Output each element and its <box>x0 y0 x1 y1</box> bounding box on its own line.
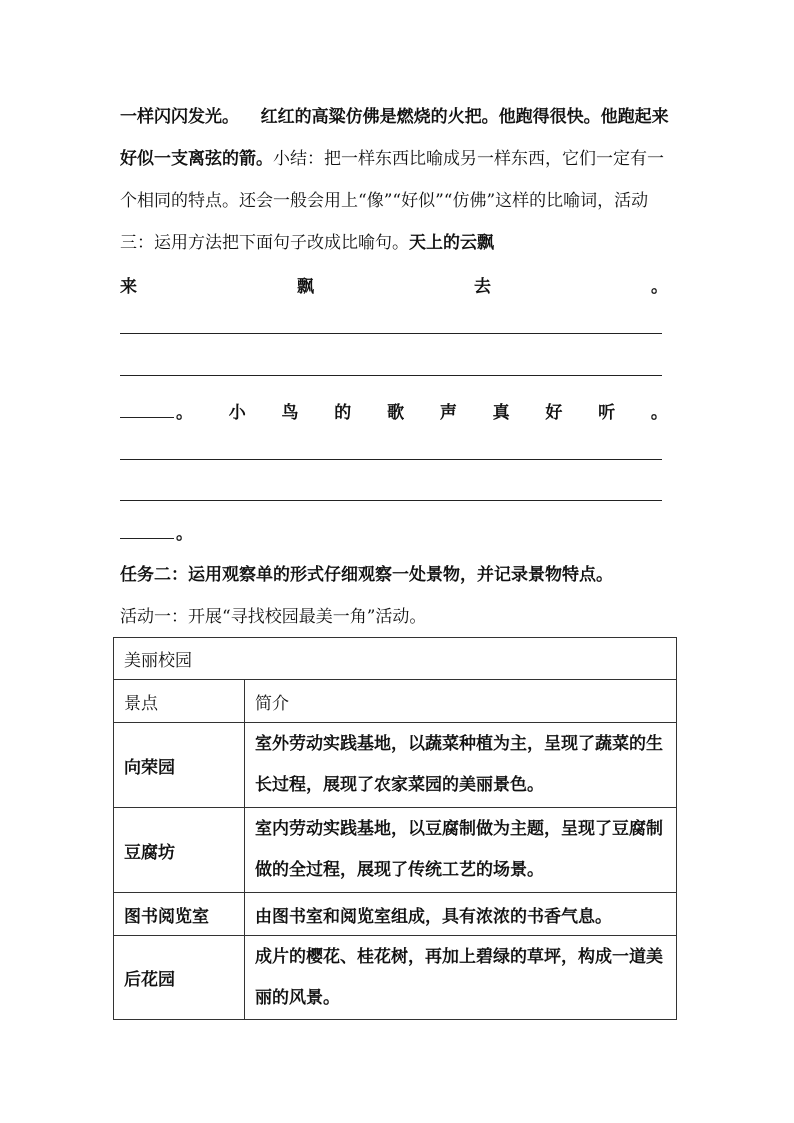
table-row <box>114 936 677 1020</box>
table-row <box>114 893 677 936</box>
sentence2-word: 歌 <box>387 402 405 423</box>
spot-desc: 室内劳动实践基地，以豆腐制做为主题，呈现了豆腐制做的全过程，展现了传统工艺的场景。 <box>245 808 677 893</box>
spot-desc: 室外劳动实践基地，以蔬菜种植为主，呈现了蔬菜的生长过程，展现了农家菜园的美丽景色。 <box>245 723 677 808</box>
sentence2-blank-end: 。 <box>120 398 193 423</box>
exercise-sentence-1-start: 天上的云飘 <box>409 233 494 253</box>
sentence2-word: 小 <box>228 402 246 423</box>
sentence2-word: 听 <box>598 402 616 423</box>
spot-desc: 由图书室和阅览室组成，具有浓浓的书香气息。 <box>245 893 677 936</box>
header-spot: 景点 <box>114 680 245 723</box>
spot-name: 豆腐坊 <box>114 808 245 893</box>
answer-line[interactable] <box>120 459 662 460</box>
sentence2-final: 。 <box>120 513 676 555</box>
campus-table <box>113 637 677 1020</box>
sentence2-word: 鸟 <box>281 402 299 423</box>
table-row <box>114 808 677 893</box>
sentence2-word: 的 <box>334 402 352 423</box>
answer-line[interactable] <box>120 500 662 501</box>
sentence2-word: 声 <box>439 402 457 423</box>
intro-sentence-2: 红红的高粱仿佛是燃烧的火把。他跑得很快。他跑起来好似一支离弦的箭。 <box>120 107 669 169</box>
task2-activity: 活动一：开展“寻找校园最美一角”活动。 <box>120 607 427 627</box>
sentence2-period: 。 <box>650 402 668 423</box>
table-header-row <box>114 680 677 723</box>
header-intro: 简介 <box>245 680 677 723</box>
spot-name: 后花园 <box>114 936 245 1020</box>
answer-blank[interactable] <box>120 403 174 418</box>
table-title-row <box>114 638 677 680</box>
table-row <box>114 723 677 808</box>
answer-line[interactable] <box>120 333 662 334</box>
spot-desc: 成片的樱花、桂花树，再加上碧绿的草坪，构成一道美丽的风景。 <box>245 936 677 1020</box>
sentence1-period: 。 <box>651 276 668 297</box>
exercise-sentence-1-end <box>120 263 668 305</box>
sentence1-word: 去 <box>474 276 491 297</box>
intro-sentence-1: 一样闪闪发光。 <box>120 107 239 127</box>
sentence1-word: 飘 <box>297 276 314 297</box>
spot-name: 向荣园 <box>114 723 245 808</box>
spot-name: 图书阅览室 <box>114 893 245 936</box>
summary-text: 小结：把一样东西比喻成另一样东西，它们一定有一个相同的特点。还会一般会用上“像”“好似”“仿佛”这样的比喻词，活动三：运用方法把下面句子改成比喻句。 <box>120 149 664 253</box>
task2-title: 任务二：运用观察单的形式仔细观察一处景物，并记录景物特点。 <box>120 565 613 585</box>
sentence2-word: 好 <box>545 402 563 423</box>
table-title: 美丽校园 <box>114 638 677 680</box>
sentence2-word: 真 <box>492 402 510 423</box>
sentence1-word: 来 <box>120 276 137 297</box>
answer-blank[interactable] <box>120 524 174 539</box>
intro-paragraph <box>120 96 676 264</box>
exercise-sentence-2 <box>120 389 668 431</box>
answer-line[interactable] <box>120 375 662 376</box>
